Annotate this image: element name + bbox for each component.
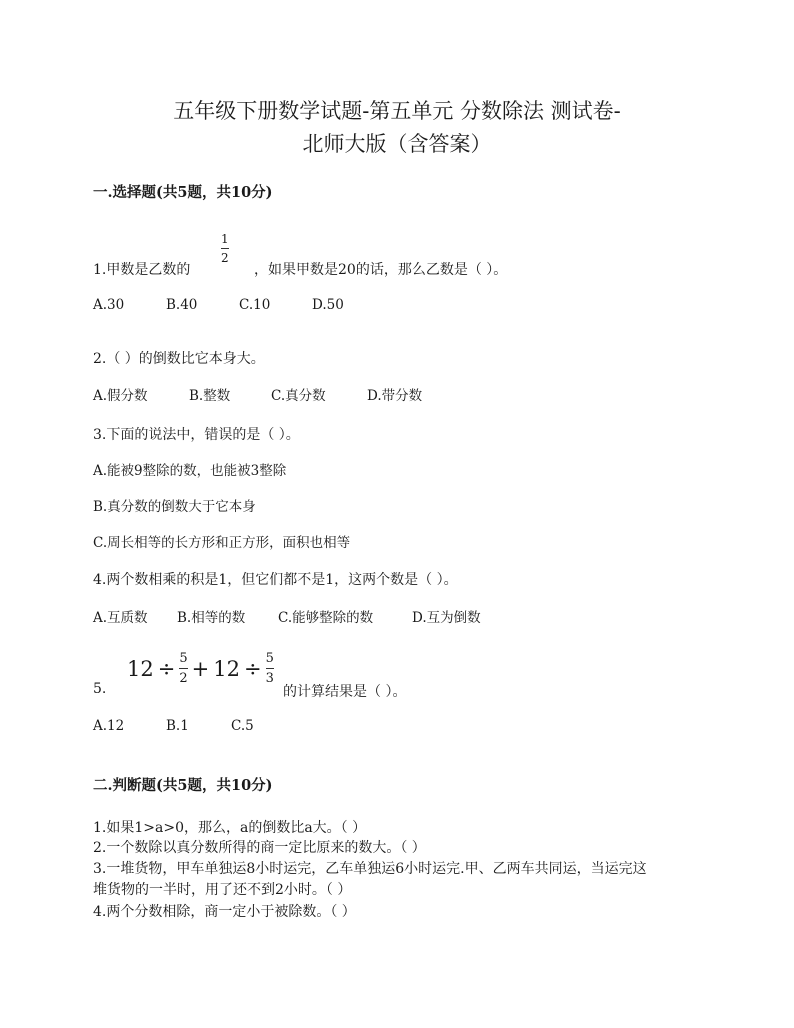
judgement-line-4: 堆货物的一半时，用了还不到2小时。（ ） bbox=[93, 882, 352, 898]
question-1-option-d: D.50 bbox=[312, 297, 344, 313]
question-1-suffix: ，如果甲数是20的话，那么乙数是（ ）。 bbox=[254, 262, 508, 278]
question-3-option-b: B.真分数的倒数大于它本身 bbox=[93, 499, 256, 515]
fraction-numerator: 1 bbox=[221, 232, 229, 246]
division-sign: ÷ bbox=[243, 656, 262, 681]
question-2-option-b: B.整数 bbox=[189, 388, 231, 404]
question-4-option-a: A.互质数 bbox=[93, 610, 148, 626]
plus-sign: + bbox=[191, 656, 210, 681]
question-5-suffix: 的计算结果是（ ）。 bbox=[283, 684, 407, 700]
question-2-option-c: C.真分数 bbox=[271, 388, 326, 404]
section-heading-choice: 一.选择题(共5题，共10分) bbox=[93, 184, 273, 201]
fraction-numerator: 5 bbox=[265, 651, 274, 666]
question-4-text: 4.两个数相乘的积是1，但它们都不是1，这两个数是（ ）。 bbox=[93, 572, 458, 588]
question-1-fraction bbox=[221, 232, 229, 264]
question-1-option-b: B.40 bbox=[166, 297, 198, 313]
question-3-option-a: A.能被9整除的数，也能被3整除 bbox=[93, 463, 287, 479]
fraction-denominator: 2 bbox=[221, 251, 229, 265]
judgement-line-3: 3.一堆货物，甲车单独运8小时运完，乙车单独运6小时运完.甲、乙两车共同运，当运完这 bbox=[93, 861, 647, 877]
question-1-option-c: C.10 bbox=[239, 297, 271, 313]
question-4-option-b: B.相等的数 bbox=[177, 610, 246, 626]
fraction-numerator: 5 bbox=[179, 651, 188, 666]
document-title-line-1: 五年级下册数学试题-第五单元 分数除法 测试卷- bbox=[173, 99, 621, 123]
expression-term-12: 12 bbox=[127, 656, 154, 681]
question-5-expression bbox=[127, 652, 274, 685]
question-3-text: 3.下面的说法中，错误的是（ ）。 bbox=[93, 427, 300, 443]
question-4-option-c: C.能够整除的数 bbox=[278, 610, 374, 626]
judgement-line-5: 4.两个分数相除，商一定小于被除数。（ ） bbox=[93, 904, 356, 920]
judgement-line-2: 2.一个数除以真分数所得的商一定比原来的数大。（ ） bbox=[93, 840, 426, 856]
question-2-option-d: D.带分数 bbox=[367, 388, 423, 404]
judgement-line-1: 1.如果1>a>0，那么，a的倒数比a大。（ ） bbox=[93, 820, 367, 836]
question-1-option-a: A.30 bbox=[93, 297, 125, 313]
question-1-prefix: 1.甲数是乙数的 bbox=[93, 262, 191, 278]
document-title-line-2: 北师大版（含答案） bbox=[302, 132, 492, 156]
fraction-bar bbox=[179, 668, 187, 669]
fraction-bar bbox=[221, 248, 229, 249]
fraction-denominator: 3 bbox=[265, 671, 274, 686]
division-sign: ÷ bbox=[157, 656, 176, 681]
section-heading-judgement: 二.判断题(共5题，共10分) bbox=[93, 777, 273, 794]
question-4-option-d: D.互为倒数 bbox=[412, 610, 481, 626]
question-3-option-c: C.周长相等的长方形和正方形，面积也相等 bbox=[93, 535, 351, 551]
question-5-option-b: B.1 bbox=[166, 718, 189, 734]
fraction-denominator: 2 bbox=[179, 671, 188, 686]
expression-term-12: 12 bbox=[213, 656, 240, 681]
question-5-option-c: C.5 bbox=[231, 718, 254, 734]
question-2-option-a: A.假分数 bbox=[93, 388, 148, 404]
question-5-prefix: 5. bbox=[93, 681, 107, 697]
question-2-text: 2.（ ）的倒数比它本身大。 bbox=[93, 351, 265, 367]
fraction-bar bbox=[266, 668, 274, 669]
question-5-option-a: A.12 bbox=[93, 718, 125, 734]
